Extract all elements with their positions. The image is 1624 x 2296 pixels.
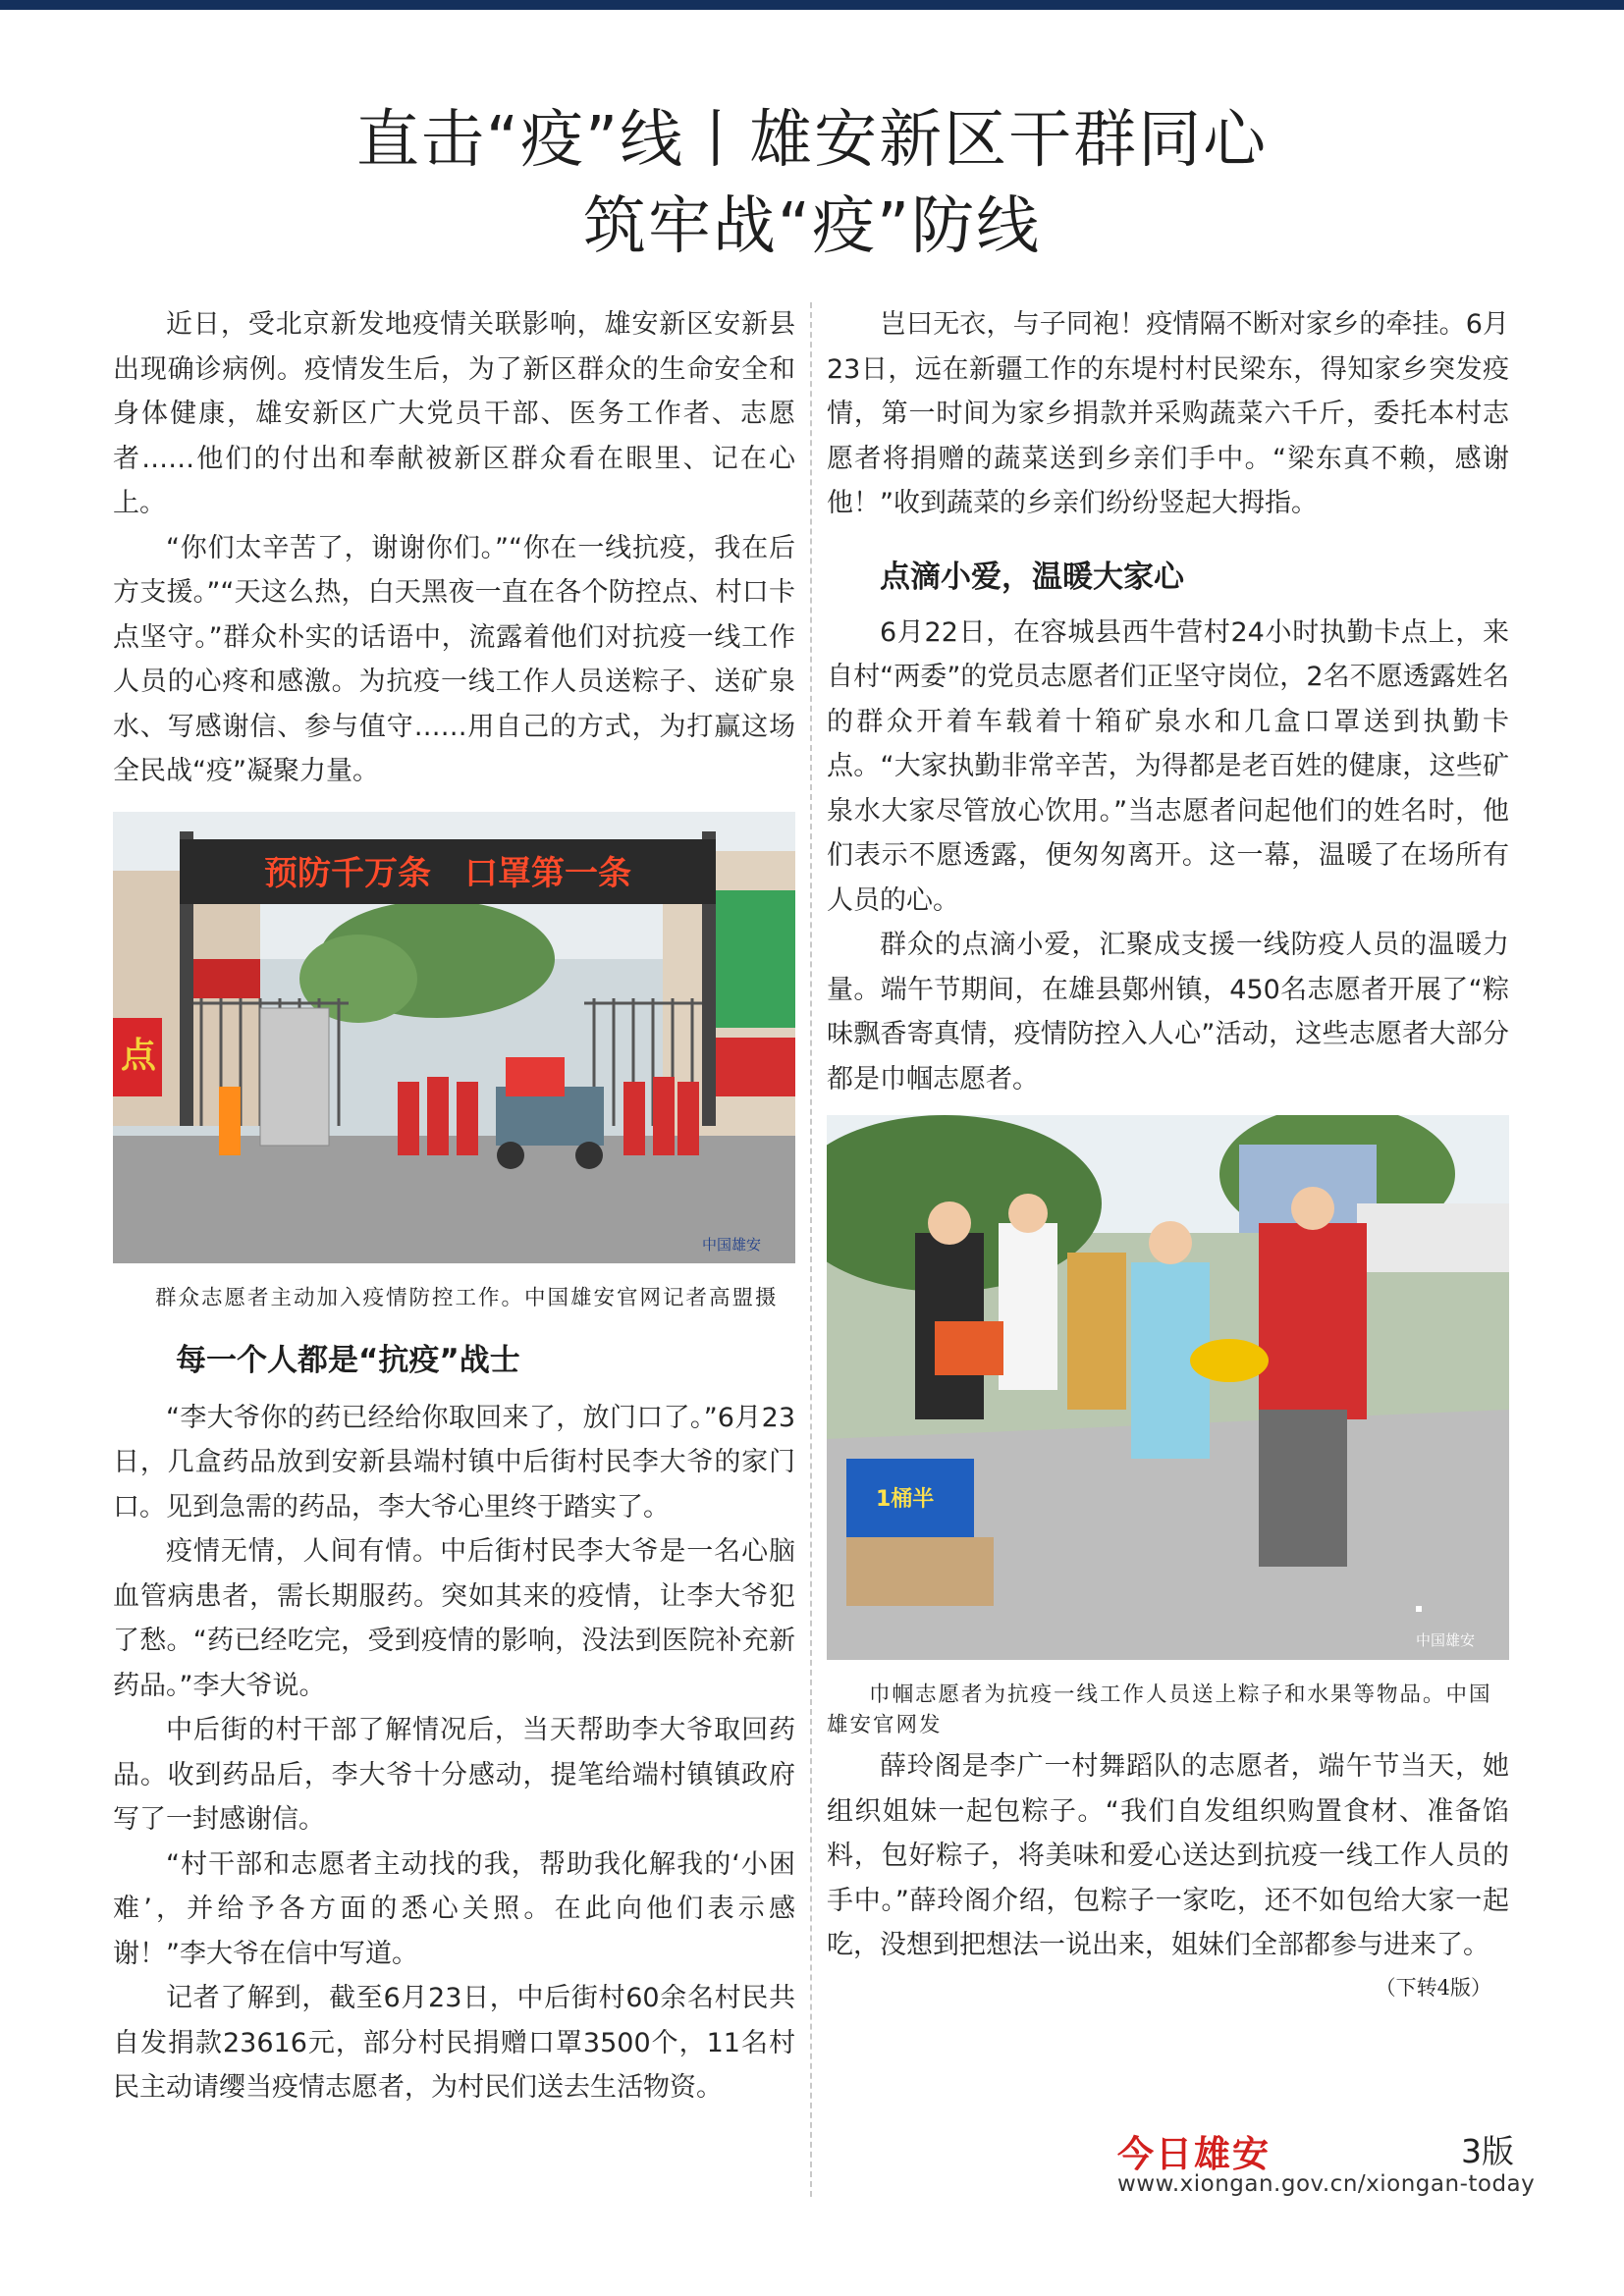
article-title: [0, 97, 1624, 270]
continued-note: （下转4版）: [1375, 1975, 1491, 2000]
paragraph: “村干部和志愿者主动找的我，帮助我化解我的‘小困难’，并给予各方面的悉心关照。在此向他们表示感谢！”李大爷在信中写道。: [113, 1848, 795, 1969]
section-heading: 点滴小爱，温暖大家心: [880, 559, 1184, 595]
top-bar: [0, 0, 1624, 10]
section-heading: 每一个人都是“抗疫”战士: [176, 1342, 520, 1378]
right-column: [827, 302, 1509, 2002]
paragraph: 中后街的村干部了解情况后，当天帮助李大爷取回药品。收到药品后，李大爷十分感动，提笔给端村镇镇政府写了一封感谢信。: [113, 1715, 795, 1835]
paragraph: 岂曰无衣，与子同袍！疫情隔不断对家乡的牵挂。6月23日，远在新疆工作的东堤村村民梁东，得知家乡突发疫情，第一时间为家乡捐款并采购蔬菜六千斤，委托本村志愿者将捐赠的蔬菜送到乡亲们手中。“梁东真不赖，感谢他！”收到蔬菜的乡亲们纷纷竖起大拇指。: [827, 309, 1509, 518]
paragraph: 群众的点滴小爱，汇聚成支援一线防疫人员的温暖力量。端午节期间，在雄县鄚州镇，450名志愿者开展了“粽味飘香寄真情，疫情防控入人心”活动，这些志愿者大部分都是巾帼志愿者。: [827, 930, 1509, 1095]
title-line-2: 筑牢战“疫”防线: [582, 190, 1042, 264]
title-line-1: 直击“疫”线丨雄安新区干群同心: [355, 104, 1269, 178]
paragraph: “李大爷你的药已经给你取回来了，放门口了。”6月23日，几盒药品放到安新县端村镇中后街村民李大爷的家门口。见到急需的药品，李大爷心里终于踏实了。: [113, 1402, 795, 1522]
page-number: 3版: [1461, 2132, 1514, 2170]
volunteers-photo-illustration: [827, 1115, 1509, 1660]
box-label: 1桶半: [876, 1487, 935, 1512]
paragraph: 疫情无情，人间有情。中后街村民李大爷是一名心脑血管病患者，需长期服药。突如其来的疫情，让李大爷犯了愁。“药已经吃完，受到疫情的影响，没法到医院补充新药品。”李大爷说。: [113, 1536, 795, 1701]
photo-caption: 巾帼志愿者为抗疫一线工作人员送上粽子和水果等物品。中国雄安官网发: [827, 1682, 1492, 1737]
photo-volunteers: [827, 1115, 1509, 1660]
left-column: [113, 302, 795, 2110]
paragraph: 6月22日，在容城县西牛营村24小时执勤卡点上，来自村“两委”的党员志愿者们正坚守岗位，2名不愿透露姓名的群众开着车载着十箱矿泉水和几盒口罩送到执勤卡点。“大家执勤非常辛苦，为得都是老百姓的健康，这些矿泉水大家尽管放心饮用。”当志愿者问起他们的姓名时，他们表示不愿透露，便匆匆离开。这一幕，温暖了在场所有人员的心。: [827, 616, 1509, 916]
photo-watermark: 中国雄安: [702, 1235, 762, 1254]
photo-watermark: 中国雄安: [1416, 1631, 1476, 1649]
brand-logo: 今日雄安: [1117, 2132, 1271, 2175]
paragraph: 近日，受北京新发地疫情关联影响，雄安新区安新县出现确诊病例。疫情发生后，为了新区群众的生命安全和身体健康，雄安新区广大党员干部、医务工作者、志愿者……他们的付出和奉献被新区群众看在眼里、记在心上。: [113, 309, 795, 518]
site-url: www.xiongan.gov.cn/xiongan-today: [1117, 2171, 1536, 2197]
photo-checkpoint: [113, 812, 795, 1263]
banner-text: 预防千万条 口罩第一条: [264, 853, 631, 893]
photo-caption: 群众志愿者主动加入疫情防控工作。中国雄安官网记者高盟摄: [155, 1285, 779, 1310]
checkpoint-photo-illustration: [113, 812, 795, 1263]
paragraph: 记者了解到，截至6月23日，中后街村60余名村民共自发捐款23616元，部分村民捐赠口罩3500个，11名村民主动请缨当疫情志愿者，为村民们送去生活物资。: [113, 1983, 795, 2103]
paragraph: “你们太辛苦了，谢谢你们。”“你在一线抗疫，我在后方支援。”“天这么热，白天黑夜一直在各个防控点、村口卡点坚守。”群众朴实的话语中，流露着他们对抗疫一线工作人员的心疼和感激。为抗疫一线工作人员送粽子、送矿泉水、写感谢信、参与值守……用自己的方式，为打赢这场全民战“疫”凝聚力量。: [113, 532, 795, 786]
shop-sign-text: 点: [121, 1035, 157, 1076]
column-divider: [810, 302, 812, 2197]
paragraph: 薛玲阁是李广一村舞蹈队的志愿者，端午节当天，她组织姐妹一起包粽子。“我们自发组织购置食材、准备馅料，包好粽子，将美味和爱心送达到抗疫一线工作人员的手中。”薛玲阁介绍，包粽子一家吃，还不如包给大家一起吃，没想到把想法一说出来，姐妹们全部都参与进来了。: [827, 1751, 1509, 1960]
